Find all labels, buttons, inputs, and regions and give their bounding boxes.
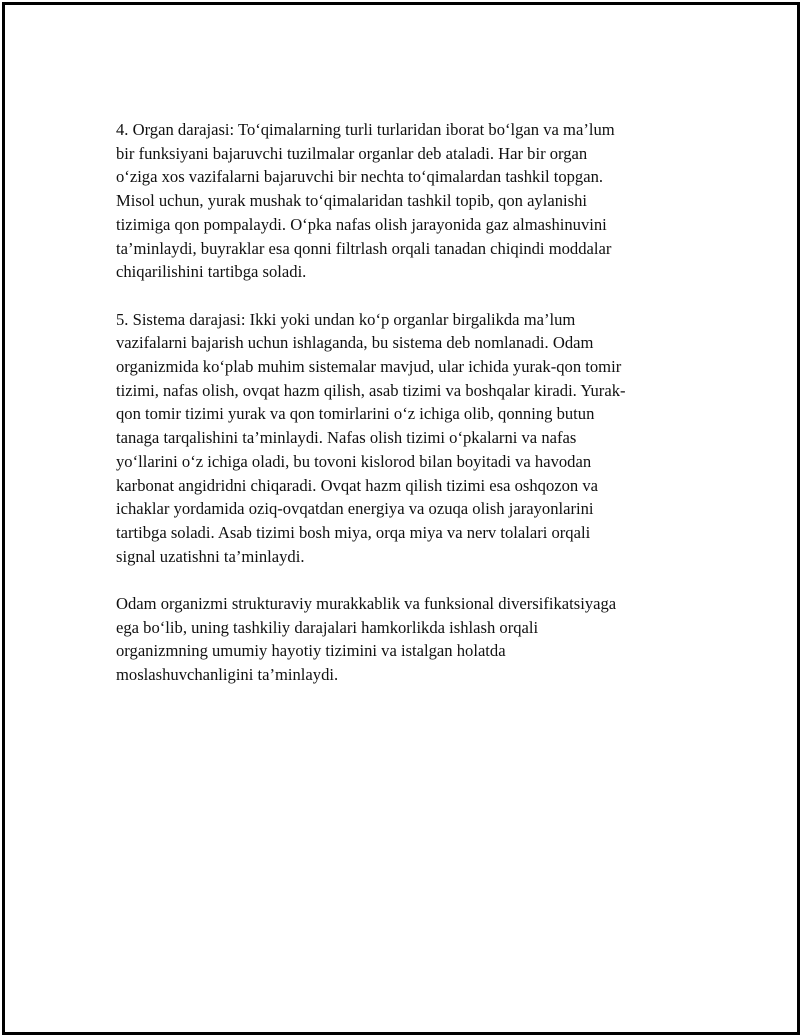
- paragraph-system-level: 5. Sistema darajasi: Ikki yoki undan ko‘p organlar birgalikda ma’lum vazifalarni bajarish uchun ishlaganda, bu sistema deb nomlanadi. Odam organizmida ko‘plab muhim sistemalar mavjud, ular ichida yurak-qon tomir tizimi, nafas olish, ovqat hazm qilish, asab tizimi va boshqalar kiradi. Yurak- qon tomir tizimi yurak va qon tomirlarini o‘z ichiga olib, qonning butun tanaga tarqalishini ta’minlaydi. Nafas olish tizimi o‘pkalarni va nafas yo‘llarini o‘z ichiga oladi, bu tovoni kislorod bilan boyitadi va havodan karbonat angidridni chiqaradi. Ovqat hazm qilish tizimi esa oshqozon va ichaklar yordamida oziq-ovqatdan energiya va ozuqa olish jarayonlarini tartibga soladi. Asab tizimi bosh miya, orqa miya va nerv tolalari orqali signal uzatishni ta’minlaydi.: [116, 309, 626, 566]
- paragraph-organ-level: 4. Organ darajasi: To‘qimalarning turli turlaridan iborat bo‘lgan va ma’lum bir funksiyani bajaruvchi tuzilmalar organlar deb ataladi. Har bir organ o‘ziga xos vazifalarni bajaruvchi bir nechta to‘qimalardan tashkil topgan. Misol uchun, yurak mushak to‘qimalaridan tashkil topib, qon aylanishi tizimiga qon pompalaydi. O‘pka nafas olish jarayonida gaz almashinuvini ta’minlaydi, buyraklar esa qonni filtrlash orqali tanadan chiqindi moddalar chiqarilishini tartibga soladi.: [116, 120, 615, 282]
- document-body: [116, 118, 686, 711]
- paragraph-conclusion: Odam organizmi strukturaviy murakkablik va funksional diversifikatsiyaga ega bo‘lib, uning tashkiliy darajalari hamkorlikda ishlash orqali organizmning umumiy hayotiy tizimini va istalgan holatda moslashuvchanligini ta’minlaydi.: [116, 594, 617, 685]
